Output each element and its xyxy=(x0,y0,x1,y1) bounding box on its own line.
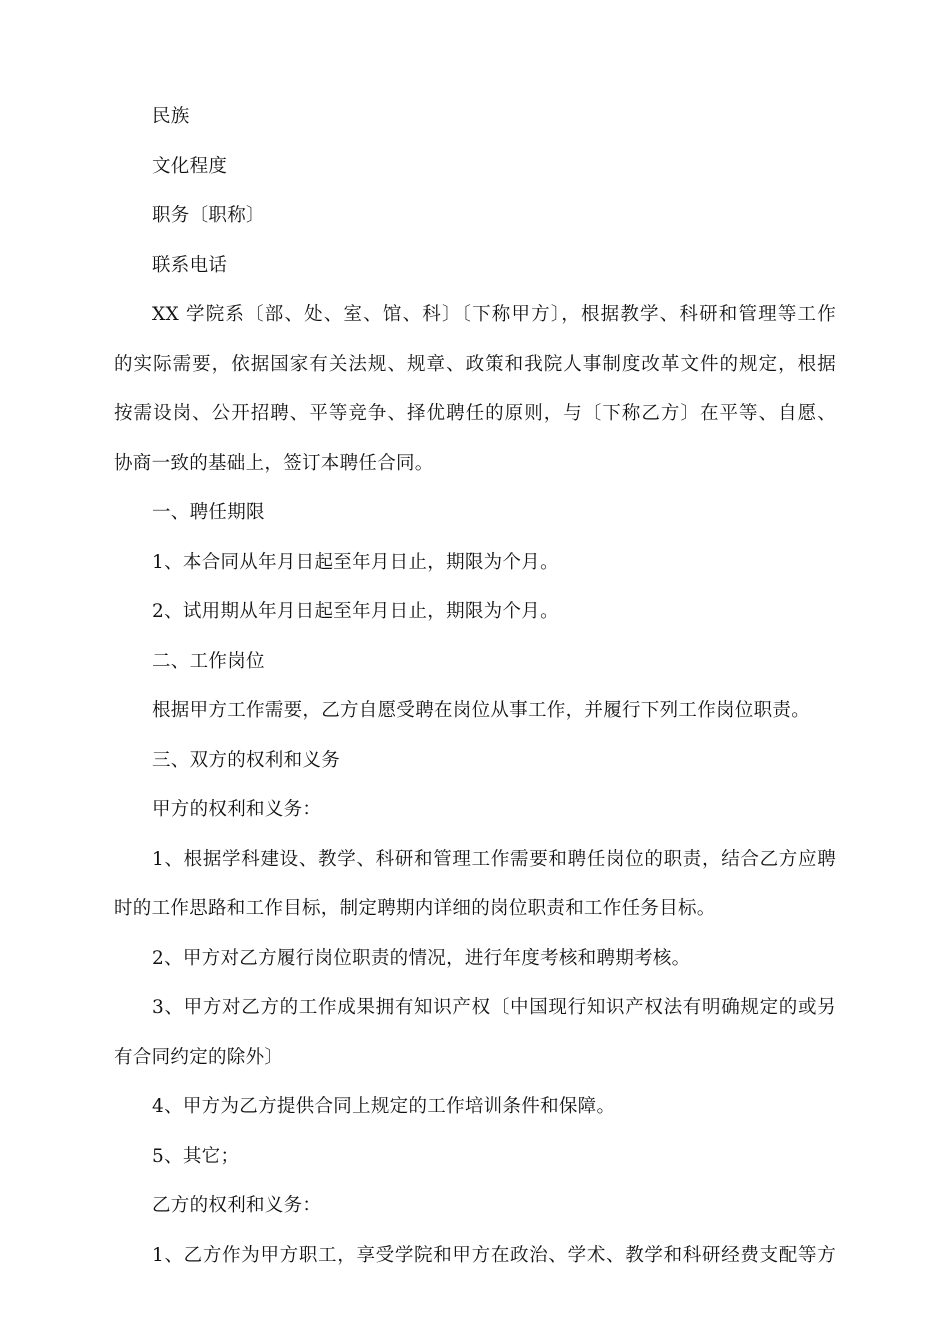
section-heading-rights: 三、双方的权利和义务 xyxy=(152,749,341,771)
party-a-item-line: 有合同约定的除外〕 xyxy=(114,1046,284,1068)
intro-line: XX 学院系〔部、处、室、馆、科〕〔下称甲方〕，根据教学、科研和管理等工作 xyxy=(152,304,836,325)
party-a-item: 4、甲方为乙方提供合同上规定的工作培训条件和保障。 xyxy=(152,1096,616,1117)
field-education: 文化程度 xyxy=(152,155,228,177)
intro-line: 的实际需要，依据国家有关法规、规章、政策和我院人事制度改革文件的规定，根据 xyxy=(114,353,836,375)
position-body: 根据甲方工作需要，乙方自愿受聘在岗位从事工作，并履行下列工作岗位职责。 xyxy=(152,700,811,721)
field-position-title: 职务〔职称〕 xyxy=(152,205,265,226)
term-item: 1、本合同从年月日起至年月日止，期限为个月。 xyxy=(152,551,559,573)
section-heading-position: 二、工作岗位 xyxy=(152,650,265,672)
intro-line: 协商一致的基础上，签订本聘任合同。 xyxy=(114,452,434,474)
intro-line: 按需设岗、公开招聘、平等竞争、择优聘任的原则，与〔下称乙方〕在平等、自愿、 xyxy=(114,403,836,424)
party-b-item-line: 1、乙方作为甲方职工，享受学院和甲方在政治、学术、教学和科研经费支配等方 xyxy=(152,1244,836,1266)
document-body xyxy=(114,92,836,1280)
section-heading-term: 一、聘任期限 xyxy=(152,502,265,523)
party-a-item: 5、其它； xyxy=(152,1145,240,1167)
party-a-item-line: 1、根据学科建设、教学、科研和管理工作需要和聘任岗位的职责，结合乙方应聘 xyxy=(152,848,836,870)
field-ethnicity: 民族 xyxy=(152,106,190,127)
term-item: 2、试用期从年月日起至年月日止，期限为个月。 xyxy=(152,601,559,622)
party-a-item-line: 3、甲方对乙方的工作成果拥有知识产权〔中国现行知识产权法有明确规定的或另 xyxy=(152,997,836,1018)
party-a-item: 2、甲方对乙方履行岗位职责的情况，进行年度考核和聘期考核。 xyxy=(152,947,691,969)
field-phone: 联系电话 xyxy=(152,254,228,276)
party-a-heading: 甲方的权利和义务： xyxy=(152,799,322,820)
party-b-heading: 乙方的权利和义务： xyxy=(152,1195,322,1216)
party-a-item-line: 时的工作思路和工作目标，制定聘期内详细的岗位职责和工作任务目标。 xyxy=(114,898,716,919)
